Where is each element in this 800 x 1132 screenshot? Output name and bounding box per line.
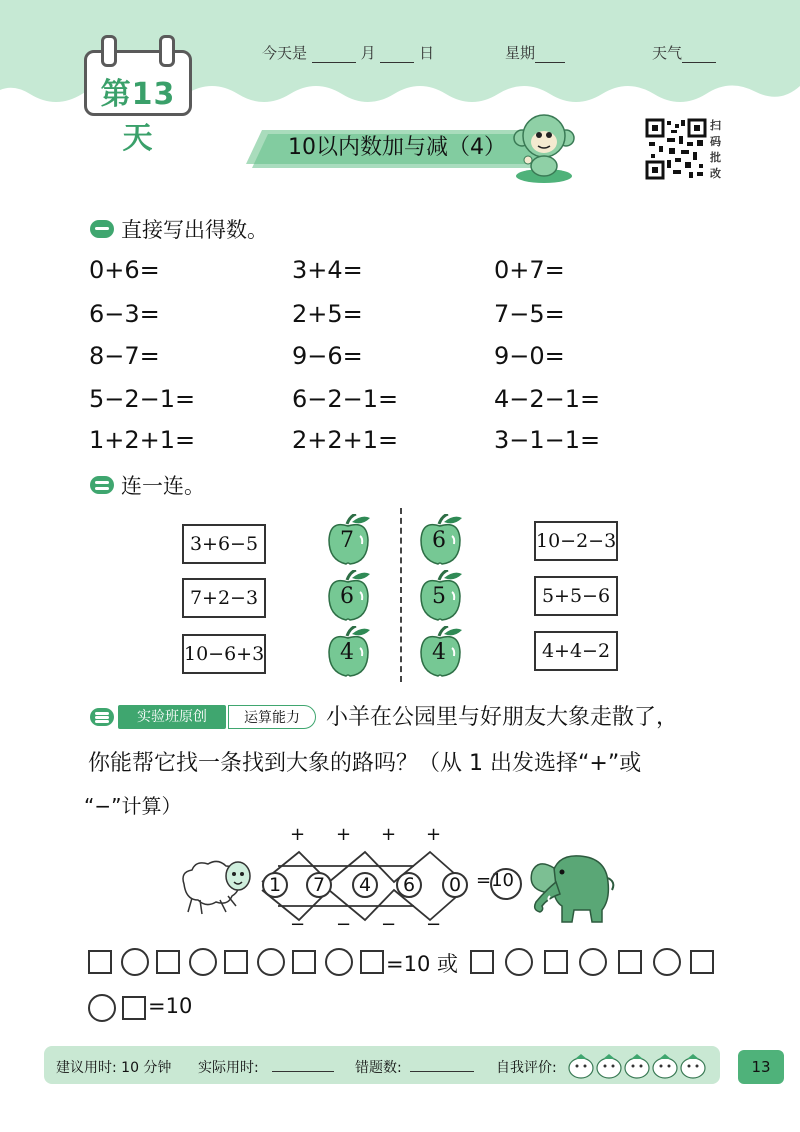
operator-circle[interactable] bbox=[505, 948, 533, 976]
number-circle: 6 bbox=[396, 872, 422, 898]
section-2-icon bbox=[90, 476, 114, 494]
tag-ability: 运算能力 bbox=[228, 705, 316, 729]
answer-box[interactable] bbox=[470, 950, 494, 974]
operator-circle[interactable] bbox=[325, 948, 353, 976]
answer-box[interactable] bbox=[88, 950, 112, 974]
page-title: 10以内数加与减（4） bbox=[288, 135, 506, 160]
question-line-3: “−”计算） bbox=[84, 794, 182, 818]
expression-box[interactable]: 10−6+3 bbox=[182, 634, 266, 674]
weekday-field[interactable]: 星期 bbox=[505, 42, 565, 63]
question-line-1: 小羊在公园里与好朋友大象走散了， bbox=[326, 705, 679, 730]
problem: 0+7= bbox=[494, 256, 565, 284]
answer-box[interactable] bbox=[156, 950, 180, 974]
page-number: 13 bbox=[738, 1050, 784, 1084]
weather-field[interactable]: 天气 bbox=[652, 42, 716, 63]
problem: 6−2−1= bbox=[292, 385, 399, 413]
answer-box[interactable] bbox=[122, 996, 146, 1020]
problem: 2+2+1= bbox=[292, 426, 399, 454]
scan-label: 扫 码 批 改 bbox=[710, 119, 721, 180]
problem: 4−2−1= bbox=[494, 385, 601, 413]
section-1-title: 直接写出得数。 bbox=[121, 218, 268, 242]
operator-circle[interactable] bbox=[121, 948, 149, 976]
answer-equals: =10 bbox=[148, 994, 193, 1018]
minus-sign: − bbox=[336, 914, 352, 935]
minus-sign: − bbox=[426, 914, 442, 935]
answer-equals-or: =10 或 bbox=[386, 952, 458, 976]
number-circle: 1 bbox=[262, 872, 288, 898]
number-circle: 7 bbox=[306, 872, 332, 898]
day-label: 第13天 bbox=[100, 77, 176, 156]
tag-experimental: 实验班原创 bbox=[118, 705, 226, 729]
date-field[interactable]: 今天是 月 日 bbox=[262, 44, 435, 62]
plus-sign: + bbox=[381, 824, 397, 845]
section-1-icon bbox=[90, 220, 114, 238]
day-badge bbox=[84, 50, 192, 156]
answer-box[interactable] bbox=[224, 950, 248, 974]
answer-box[interactable] bbox=[292, 950, 316, 974]
minus-sign: − bbox=[381, 914, 397, 935]
expression-box[interactable]: 3+6−5 bbox=[182, 524, 266, 564]
problem: 1+2+1= bbox=[89, 426, 196, 454]
problem: 9−0= bbox=[494, 342, 565, 370]
answer-box[interactable] bbox=[618, 950, 642, 974]
problem: 5−2−1= bbox=[89, 385, 196, 413]
actual-time-label: 实际用时: bbox=[198, 1060, 259, 1076]
problem: 9−6= bbox=[292, 342, 363, 370]
number-circle: 0 bbox=[442, 872, 468, 898]
suggested-time: 建议用时: 10 分钟 bbox=[56, 1060, 172, 1076]
apple[interactable]: 6 bbox=[326, 570, 376, 622]
actual-time-blank[interactable] bbox=[272, 1071, 334, 1072]
problem: 6−3= bbox=[89, 300, 160, 328]
apple[interactable]: 6 bbox=[418, 514, 468, 566]
problem: 2+5= bbox=[292, 300, 363, 328]
number-circle: 4 bbox=[352, 872, 378, 898]
problem: 3−1−1= bbox=[494, 426, 601, 454]
sheep-icon bbox=[178, 854, 258, 920]
answer-box[interactable] bbox=[360, 950, 384, 974]
divider bbox=[400, 508, 402, 682]
expression-box[interactable]: 7+2−3 bbox=[182, 578, 266, 618]
errors-label: 错题数: bbox=[355, 1060, 402, 1076]
problem: 8−7= bbox=[89, 342, 160, 370]
problem: 0+6= bbox=[89, 256, 160, 284]
target-circle bbox=[490, 868, 522, 900]
operator-circle[interactable] bbox=[88, 994, 116, 1022]
plus-sign: + bbox=[336, 824, 352, 845]
apple[interactable]: 4 bbox=[326, 626, 376, 678]
plus-sign: + bbox=[426, 824, 442, 845]
target-value: =10 bbox=[468, 870, 522, 896]
expression-box[interactable]: 5+5−6 bbox=[534, 576, 618, 616]
operator-circle[interactable] bbox=[257, 948, 285, 976]
rating-faces[interactable] bbox=[566, 1050, 714, 1080]
minus-sign: − bbox=[290, 914, 306, 935]
section-2-title: 连一连。 bbox=[121, 474, 205, 498]
monkey-mascot-icon bbox=[508, 110, 578, 184]
problem: 3+4= bbox=[292, 256, 363, 284]
apple[interactable]: 5 bbox=[418, 570, 468, 622]
problem: 7−5= bbox=[494, 300, 565, 328]
operator-circle[interactable] bbox=[189, 948, 217, 976]
apple[interactable]: 4 bbox=[418, 626, 468, 678]
answer-box[interactable] bbox=[690, 950, 714, 974]
errors-blank[interactable] bbox=[410, 1071, 474, 1072]
operator-circle[interactable] bbox=[579, 948, 607, 976]
self-eval-label: 自我评价: bbox=[496, 1060, 557, 1076]
section-3-icon bbox=[90, 708, 114, 726]
elephant-icon bbox=[522, 848, 616, 924]
question-line-2: 你能帮它找一条找到大象的路吗？（从 1 出发选择“+”或 bbox=[88, 751, 642, 776]
expression-box[interactable]: 10−2−3 bbox=[534, 521, 618, 561]
expression-box[interactable]: 4+4−2 bbox=[534, 631, 618, 671]
operator-circle[interactable] bbox=[653, 948, 681, 976]
qr-code-icon[interactable] bbox=[645, 118, 707, 180]
apple[interactable]: 7 bbox=[326, 514, 376, 566]
answer-box[interactable] bbox=[544, 950, 568, 974]
plus-sign: + bbox=[290, 824, 306, 845]
